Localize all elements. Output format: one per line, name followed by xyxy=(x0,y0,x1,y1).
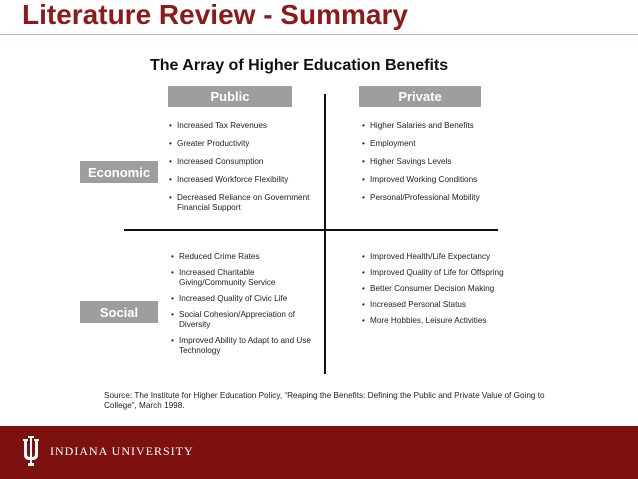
list-item: • Increased Consumption xyxy=(168,157,318,167)
list-item: • Increased Tax Revenues xyxy=(168,121,318,131)
list-item: • Reduced Crime Rates xyxy=(170,252,320,262)
quadrant-economic-private xyxy=(361,121,536,211)
iu-trident-icon xyxy=(22,436,40,471)
column-header-private: Private xyxy=(359,86,481,107)
horizontal-axis xyxy=(124,229,498,231)
quadrant-social-private xyxy=(361,252,541,332)
list-item: • Decreased Reliance on Government Financial Support xyxy=(168,193,318,213)
quadrant-social-public xyxy=(170,252,320,362)
list-item: • Increased Workforce Flexibility xyxy=(168,175,318,185)
list-item: • Increased Charitable Giving/Community Service xyxy=(170,268,320,288)
list-item: • Improved Quality of Life for Offspring xyxy=(361,268,541,278)
list-item: • Improved Health/Life Expectancy xyxy=(361,252,541,262)
column-header-public: Public xyxy=(168,86,292,107)
matrix-title: The Array of Higher Education Benefits xyxy=(150,57,449,74)
list-item: • Improved Working Conditions xyxy=(361,175,536,185)
vertical-axis xyxy=(324,94,326,374)
list-item: • Better Consumer Decision Making xyxy=(361,284,541,294)
university-name: INDIANA UNIVERSITY xyxy=(50,444,194,458)
slide-title: Literature Review - Summary xyxy=(22,0,408,30)
list-item: • Greater Productivity xyxy=(168,139,318,149)
list-item: • Higher Salaries and Benefits xyxy=(361,121,536,131)
title-divider xyxy=(0,34,638,35)
footer-bar xyxy=(0,426,638,479)
list-item: • Higher Savings Levels xyxy=(361,157,536,167)
list-item: • Employment xyxy=(361,139,536,149)
list-item: • Improved Ability to Adapt to and Use Technology xyxy=(170,336,320,356)
list-item: • Personal/Professional Mobility xyxy=(361,193,536,203)
source-citation: Source: The Institute for Higher Education Policy, “Reaping the Benefits: Defining the Public and Private Value of Going to College”, March 1998. xyxy=(104,391,545,410)
row-label-economic: Economic xyxy=(80,161,158,183)
quadrant-economic-public xyxy=(168,121,318,221)
list-item: • Increased Personal Status xyxy=(361,300,541,310)
list-item: • Increased Quality of Civic Life xyxy=(170,294,320,304)
row-label-social: Social xyxy=(80,301,158,323)
list-item: • More Hobbies, Leisure Activities xyxy=(361,316,541,326)
list-item: • Social Cohesion/Appreciation of Diversity xyxy=(170,310,320,330)
